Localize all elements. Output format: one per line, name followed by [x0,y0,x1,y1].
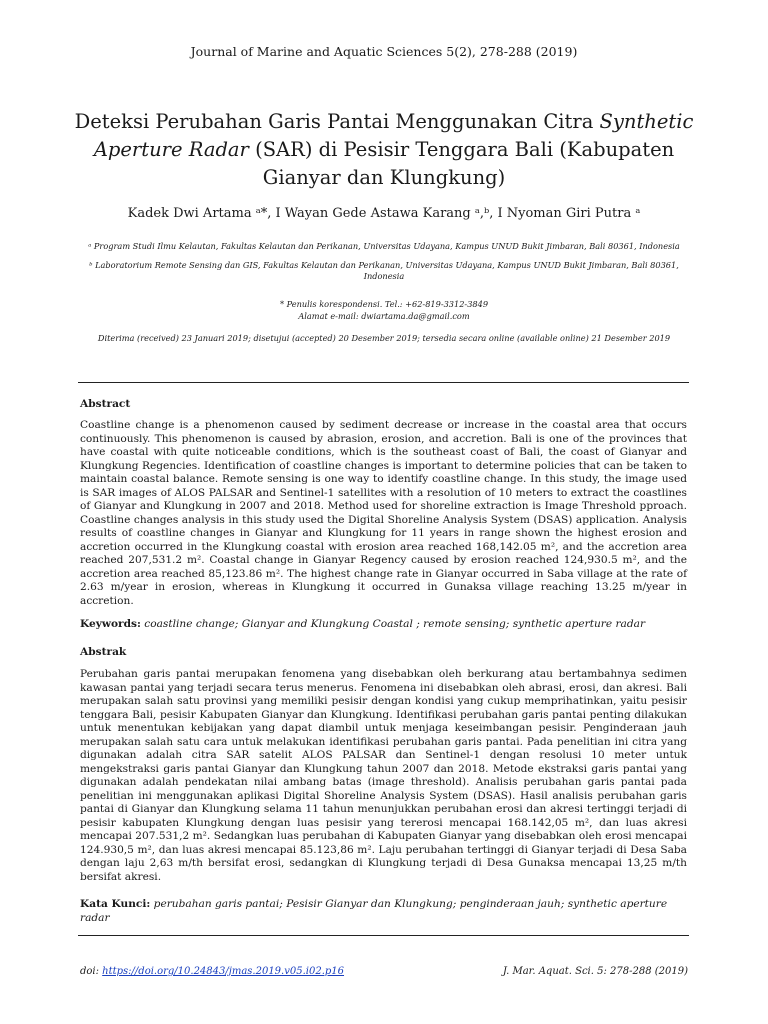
abstrak-text: Perubahan garis pantai merupakan fenomena yang disebabkan oleh berkurang atau bertambahnya sedimen kawasan pantai yang terjadi secara terus menerus. Fenomena ini disebabkan oleh abrasi, erosi, dan akresi. Bali merupakan salah satu provinsi yang memiliki pesisir dengan kondisi yang cukup memprihatinkan, yaitu pesisir tenggara Bali, pesisir Kabupaten Gianyar dan Klungkung. Identifikasi perubahan garis pantai penting dilakukan untuk menentukan kebijakan yang dapat diambil untuk menjaga keseimbangan pesisir. Penginderaan jauh merupakan salah satu cara untuk melakukan identifikasi perubahan garis pantai. Pada penelitian ini citra yang digunakan adalah citra SAR satelit ALOS PALSAR dan Sentinel-1 dengan resolusi 10 meter untuk mengekstraksi garis pantai Gianyar dan Klungkung tahun 2007 dan 2018. Metode ekstraksi garis pantai yang digunakan adalah pendekatan nilai ambang batas (image threshold). Analisis perubahan garis pantai pada penelitian ini menggunakan aplikasi Digital Shoreline Analysis System (DSAS). Hasil analisis perubahan garis pantai di Gianyar dan Klungkung selama 11 tahun menunjukkan perubahan erosi dan akresi tertinggi terjadi di pesisir kabupaten Klungkung dengan luas pesisir yang tererosi mencapai 168.142,05 m², dan luas akresi mencapai 207.531,2 m². Sedangkan luas perubahan di Kabupaten Gianyar yang disebabkan oleh erosi mencapai 124.930,5 m², dan luas akresi mencapai 85.123,86 m². Laju perubahan tertinggi di Gianyar terjadi di Desa Saba dengan laju 2,63 m/th bersifat erosi, sedangkan di Klungkung terjadi di Desa Gunaksa mencapai 13,25 m/th bersifat akresi. [80,668,687,883]
kata-kunci-label: Kata Kunci: [80,898,151,910]
doi-label: doi: [80,966,103,977]
affiliation-a: ᵃ Program Studi Ilmu Kelautan, Fakultas Kelautan dan Perikanan, Universitas Udayana, Kampus UNUD Bukit Jimbaran, Bali 80361, Indonesia [88,241,680,251]
correspondence [0,298,768,322]
keywords-label: Keywords: [80,618,141,630]
affiliation-b: ᵇ Laboratorium Remote Sensing dan GIS, Fakultas Kelautan dan Perikanan, Universitas Udayana, Kampus UNUD Bukit Jimbaran, Bali 80361, Indonesia [89,260,679,281]
title-part1: Deteksi Perubahan Garis Pantai Menggunakan Citra [74,110,600,133]
doi-link[interactable]: https://doi.org/10.24843/jmas.2019.v05.i02.p16 [102,966,345,977]
correspondence-phone: * Penulis korespondensi. Tel.: +62-819-3312-3849 [279,299,489,309]
abstrak-heading: Abstrak [80,646,127,658]
author-list: Kadek Dwi Artama ᵃ*, I Wayan Gede Astawa Karang ᵃ,ᵇ, I Nyoman Giri Putra ᵃ [127,206,641,221]
top-divider [78,382,689,383]
abstract-heading: Abstract [80,398,131,410]
keywords [80,618,687,632]
bottom-divider [78,935,689,936]
journal-header: Journal of Marine and Aquatic Sciences 5(2), 278-288 (2019) [190,44,578,59]
kata-kunci [80,898,687,925]
kata-kunci-list: perubahan garis pantai; Pesisir Gianyar dan Klungkung; penginderaan jauh; synthetic aperture radar [80,898,668,924]
correspondence-email: Alamat e-mail: dwiartama.da@gmail.com [298,311,470,321]
title-part2: (SAR) di Pesisir Tenggara Bali (Kabupaten Gianyar dan Klungkung) [248,138,675,189]
doi-footer [80,966,344,977]
title-italic: Synthetic Aperture Radar [93,110,694,161]
abstract-text: Coastline change is a phenomenon caused by sediment decrease or increase in the coastal area that occurs continuously. This phenomenon is caused by abrasion, erosion, and accretion. Bali is one of the provinces that have coastal with quite noticeable conditions, which is the southeast coast of Bali, the coast of Gianyar and Klungkung Regencies. Identification of coastline changes is important to determine policies that can be taken to maintain coastal balance. Remote sensing is one way to identify coastline change. In this study, the image used is SAR images of ALOS PALSAR and Sentinel-1 satellites with a resolution of 10 meters to extract the coastlines of Gianyar and Klungkung in 2007 and 2018. Method used for shoreline extraction is Image Threshold pproach. Coastline changes analysis in this study used the Digital Shoreline Analysis System (DSAS) application. Analysis results of coastline changes in Gianyar and Klungkung for 11 years in range shown the highest erosion and accretion occurred in the Klungkung coastal with erosion area reached 168,142.05 m², and the accretion area reached 207,531.2 m². Coastal change in Gianyar Regency caused by erosion reached 124,930.5 m², and the accretion area reached 85,123.86 m². The highest change rate in Gianyar occurred in Saba village at the rate of 2.63 m/year in erosion, whereas in Klungkung it occurred in Gunaksa village reaching 13.25 m/year in accretion. [80,419,687,607]
article-dates: Diterima (received) 23 Januari 2019; disetujui (accepted) 20 Desember 2019; tersedia secara online (available online) 21 Desember 2019 [97,333,671,343]
paper-title [70,108,698,192]
keywords-list: coastline change; Gianyar and Klungkung Coastal ; remote sensing; synthetic aperture radar [140,618,646,630]
journal-reference: J. Mar. Aquat. Sci. 5: 278-288 (2019) [502,966,688,977]
